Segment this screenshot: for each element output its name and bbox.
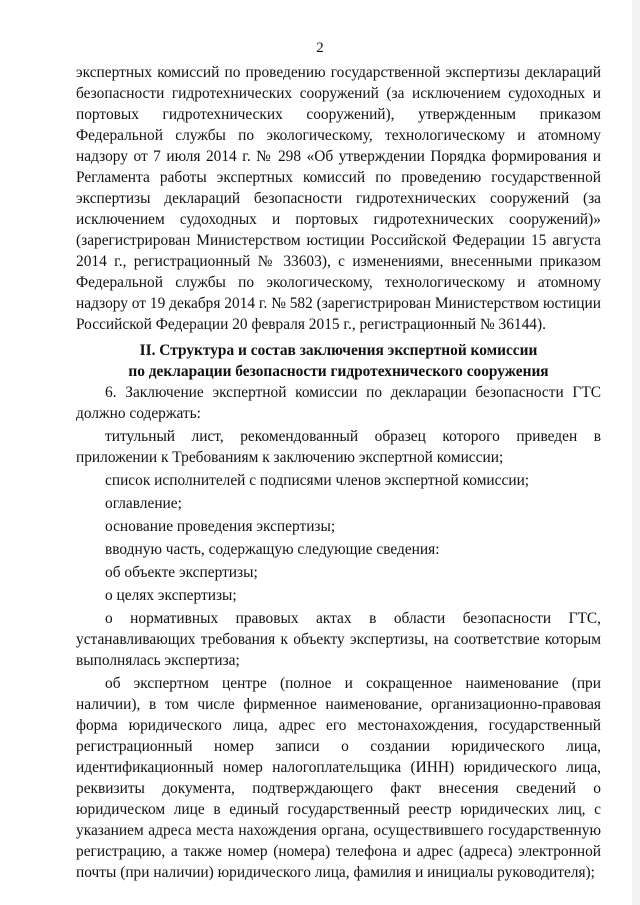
list-item-contents: оглавление; — [105, 495, 182, 512]
page-body — [76, 62, 601, 883]
paragraph-title-page: титульный лист, рекомендованный образец которого приведен в приложении к Требованиям к заключению экспертной комиссии; — [76, 428, 601, 466]
section-heading-line-2: по декларации безопасности гидротехнического сооружения — [128, 363, 549, 380]
list-item-executors: список исполнителей с подписями членов экспертной комиссии; — [105, 472, 530, 489]
list-item-basis: основание проведения экспертизы; — [105, 518, 336, 535]
paragraph-clause-6: 6. Заключение экспертной комиссии по декларации безопасности ГТС должно содержать: — [76, 384, 601, 422]
paragraph-legal-reference: экспертных комиссий по проведению государственной экспертизы деклараций безопасности гидротехнических сооружений (за исключением судоходных и портовых гидротехнических сооружений), утвержденным приказом Федеральной службы по экологическому, технологическому и атомному надзору от 7 июля 2014 г. № 298 «Об утверждении Порядка формирования и Регламента работы экспертных комиссий по проведению государственной экспертизы деклараций безопасности гидротехнических сооружений (за исключением судоходных и портовых гидротехнических сооружений)» (зарегистрирован Министерством юстиции Российской Федерации 15 августа 2014 г., регистрационный № 33603), с изменениями, внесенными приказом Федеральной службы по экологическому, технологическому и атомному надзору от 19 декабря 2014 г. № 582 (зарегистрирован Министерством юстиции Российской Федерации 20 февраля 2015 г., регистрационный № 36144). — [76, 64, 602, 333]
page-number: 2 — [316, 40, 324, 56]
paragraph-expert-center: об экспертном центре (полное и сокращенное наименование (при наличии), в том числе фирменное наименование, организационно-правовая форма юридического лица, адрес его местонахождения, государственный регистрационный номер записи о создании юридического лица, идентификационный номер налогоплательщика (ИНН) юридического лица, реквизиты документа, подтверждающего факт внесения сведений о юридическом лице в единый государственный реестр юридических лиц, с указанием адреса места нахождения органа, осуществившего государственную регистрацию, а также номер (номера) телефона и адрес (адреса) электронной почты (при наличии) юридического лица, фамилия и инициалы руководителя); — [76, 675, 601, 881]
section-heading-line-1: II. Структура и состав заключения экспертной комиссии — [139, 342, 538, 359]
list-item-object: об объекте экспертизы; — [105, 564, 258, 581]
list-item-intro: вводную часть, содержащую следующие сведения: — [105, 541, 440, 558]
list-item-goals: о целях экспертизы; — [105, 587, 237, 604]
scan-edge — [632, 0, 640, 905]
paragraph-normative-acts: о нормативных правовых актах в области безопасности ГТС, устанавливающих требования к объекту экспертизы, на соответствие которым выполнялась экспертиза; — [76, 610, 601, 669]
